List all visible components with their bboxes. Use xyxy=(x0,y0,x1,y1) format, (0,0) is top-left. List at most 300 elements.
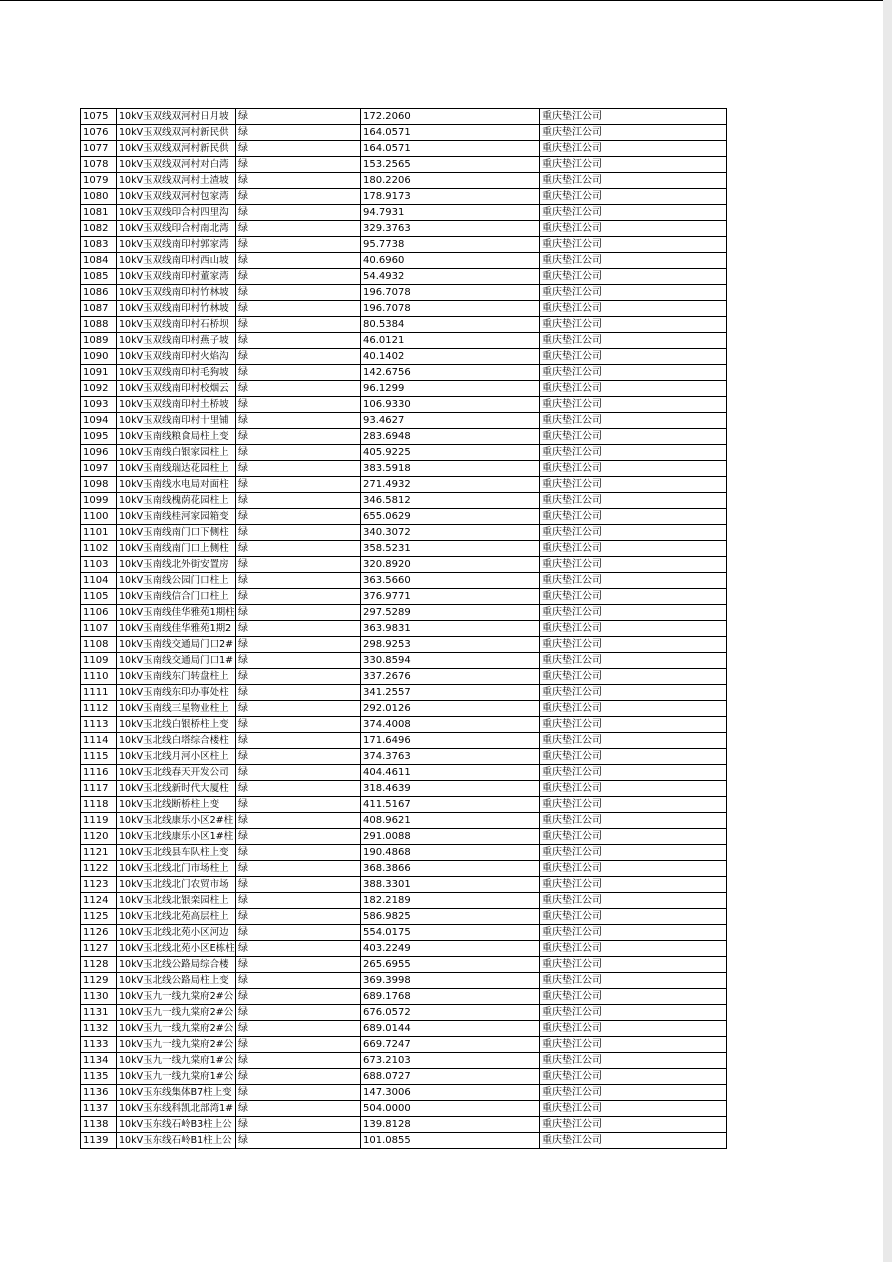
location-name-cell[interactable]: 10kV玉双线南印村土桥坡 xyxy=(117,397,236,413)
location-name-cell[interactable]: 10kV玉双线双河村新民供 xyxy=(117,141,236,157)
row-number-cell[interactable]: 1107 xyxy=(81,621,117,637)
row-number-cell[interactable]: 1130 xyxy=(81,989,117,1005)
category-cell[interactable]: 绿 xyxy=(236,525,361,541)
value-cell[interactable]: 95.7738 xyxy=(361,237,540,253)
value-cell[interactable]: 403.2249 xyxy=(361,941,540,957)
category-cell[interactable]: 绿 xyxy=(236,1053,361,1069)
company-cell[interactable]: 重庆垫江公司 xyxy=(540,125,727,141)
location-name-cell[interactable]: 10kV玉双线南印村十里铺 xyxy=(117,413,236,429)
value-cell[interactable]: 292.0126 xyxy=(361,701,540,717)
location-name-cell[interactable]: 10kV玉双线双河村土渣坡 xyxy=(117,173,236,189)
value-cell[interactable]: 374.3763 xyxy=(361,749,540,765)
location-name-cell[interactable]: 10kV玉东线科凯北部湾1# xyxy=(117,1101,236,1117)
value-cell[interactable]: 318.4639 xyxy=(361,781,540,797)
category-cell[interactable]: 绿 xyxy=(236,989,361,1005)
category-cell[interactable]: 绿 xyxy=(236,205,361,221)
value-cell[interactable]: 40.1402 xyxy=(361,349,540,365)
location-name-cell[interactable]: 10kV玉北线白塔综合楼柱 xyxy=(117,733,236,749)
location-name-cell[interactable]: 10kV玉南线槐荫花园柱上 xyxy=(117,493,236,509)
category-cell[interactable]: 绿 xyxy=(236,1117,361,1133)
location-name-cell[interactable]: 10kV玉双线双河村日月坡 xyxy=(117,109,236,125)
row-number-cell[interactable]: 1080 xyxy=(81,189,117,205)
category-cell[interactable]: 绿 xyxy=(236,461,361,477)
location-name-cell[interactable]: 10kV玉双线南印村董家湾 xyxy=(117,269,236,285)
location-name-cell[interactable]: 10kV玉北线县车队柱上变 xyxy=(117,845,236,861)
category-cell[interactable]: 绿 xyxy=(236,269,361,285)
value-cell[interactable]: 96.1299 xyxy=(361,381,540,397)
location-name-cell[interactable]: 10kV玉北线北苑高层柱上 xyxy=(117,909,236,925)
company-cell[interactable]: 重庆垫江公司 xyxy=(540,349,727,365)
value-cell[interactable]: 330.8594 xyxy=(361,653,540,669)
value-cell[interactable]: 363.5660 xyxy=(361,573,540,589)
row-number-cell[interactable]: 1132 xyxy=(81,1021,117,1037)
location-name-cell[interactable]: 10kV玉南线佳华雅苑1期2 xyxy=(117,621,236,637)
value-cell[interactable]: 147.3006 xyxy=(361,1085,540,1101)
category-cell[interactable]: 绿 xyxy=(236,957,361,973)
company-cell[interactable]: 重庆垫江公司 xyxy=(540,525,727,541)
location-name-cell[interactable]: 10kV玉北线北苑小区E栋柱 xyxy=(117,941,236,957)
category-cell[interactable]: 绿 xyxy=(236,477,361,493)
company-cell[interactable]: 重庆垫江公司 xyxy=(540,941,727,957)
value-cell[interactable]: 337.2676 xyxy=(361,669,540,685)
value-cell[interactable]: 405.9225 xyxy=(361,445,540,461)
row-number-cell[interactable]: 1112 xyxy=(81,701,117,717)
category-cell[interactable]: 绿 xyxy=(236,317,361,333)
row-number-cell[interactable]: 1091 xyxy=(81,365,117,381)
value-cell[interactable]: 164.0571 xyxy=(361,125,540,141)
category-cell[interactable]: 绿 xyxy=(236,173,361,189)
category-cell[interactable]: 绿 xyxy=(236,973,361,989)
category-cell[interactable]: 绿 xyxy=(236,621,361,637)
location-name-cell[interactable]: 10kV玉九一线九棠府2#公 xyxy=(117,1021,236,1037)
location-name-cell[interactable]: 10kV玉东线集体B7柱上变 xyxy=(117,1085,236,1101)
location-name-cell[interactable]: 10kV玉九一线九棠府1#公 xyxy=(117,1053,236,1069)
category-cell[interactable]: 绿 xyxy=(236,349,361,365)
location-name-cell[interactable]: 10kV玉南线交通局门口2# xyxy=(117,637,236,653)
row-number-cell[interactable]: 1114 xyxy=(81,733,117,749)
company-cell[interactable]: 重庆垫江公司 xyxy=(540,1133,727,1149)
company-cell[interactable]: 重庆垫江公司 xyxy=(540,685,727,701)
company-cell[interactable]: 重庆垫江公司 xyxy=(540,205,727,221)
location-name-cell[interactable]: 10kV玉九一线九棠府2#公 xyxy=(117,989,236,1005)
category-cell[interactable]: 绿 xyxy=(236,221,361,237)
company-cell[interactable]: 重庆垫江公司 xyxy=(540,893,727,909)
row-number-cell[interactable]: 1123 xyxy=(81,877,117,893)
company-cell[interactable]: 重庆垫江公司 xyxy=(540,925,727,941)
location-name-cell[interactable]: 10kV玉北线北苑小区河边 xyxy=(117,925,236,941)
company-cell[interactable]: 重庆垫江公司 xyxy=(540,109,727,125)
company-cell[interactable]: 重庆垫江公司 xyxy=(540,573,727,589)
row-number-cell[interactable]: 1085 xyxy=(81,269,117,285)
company-cell[interactable]: 重庆垫江公司 xyxy=(540,541,727,557)
value-cell[interactable]: 271.4932 xyxy=(361,477,540,493)
company-cell[interactable]: 重庆垫江公司 xyxy=(540,173,727,189)
company-cell[interactable]: 重庆垫江公司 xyxy=(540,253,727,269)
company-cell[interactable]: 重庆垫江公司 xyxy=(540,285,727,301)
row-number-cell[interactable]: 1129 xyxy=(81,973,117,989)
row-number-cell[interactable]: 1124 xyxy=(81,893,117,909)
category-cell[interactable]: 绿 xyxy=(236,877,361,893)
row-number-cell[interactable]: 1100 xyxy=(81,509,117,525)
location-name-cell[interactable]: 10kV玉东线石岭B3柱上公 xyxy=(117,1117,236,1133)
category-cell[interactable]: 绿 xyxy=(236,493,361,509)
category-cell[interactable]: 绿 xyxy=(236,893,361,909)
category-cell[interactable]: 绿 xyxy=(236,605,361,621)
location-name-cell[interactable]: 10kV玉九一线九棠府2#公 xyxy=(117,1005,236,1021)
category-cell[interactable]: 绿 xyxy=(236,429,361,445)
row-number-cell[interactable]: 1086 xyxy=(81,285,117,301)
value-cell[interactable]: 554.0175 xyxy=(361,925,540,941)
location-name-cell[interactable]: 10kV玉北线新时代大厦柱 xyxy=(117,781,236,797)
value-cell[interactable]: 383.5918 xyxy=(361,461,540,477)
location-name-cell[interactable]: 10kV玉南线南门口下侧柱 xyxy=(117,525,236,541)
value-cell[interactable]: 655.0629 xyxy=(361,509,540,525)
company-cell[interactable]: 重庆垫江公司 xyxy=(540,1053,727,1069)
company-cell[interactable]: 重庆垫江公司 xyxy=(540,797,727,813)
value-cell[interactable]: 669.7247 xyxy=(361,1037,540,1053)
company-cell[interactable]: 重庆垫江公司 xyxy=(540,477,727,493)
company-cell[interactable]: 重庆垫江公司 xyxy=(540,909,727,925)
category-cell[interactable]: 绿 xyxy=(236,1101,361,1117)
category-cell[interactable]: 绿 xyxy=(236,365,361,381)
value-cell[interactable]: 329.3763 xyxy=(361,221,540,237)
value-cell[interactable]: 94.7931 xyxy=(361,205,540,221)
location-name-cell[interactable]: 10kV玉南线白银家园柱上 xyxy=(117,445,236,461)
value-cell[interactable]: 291.0088 xyxy=(361,829,540,845)
row-number-cell[interactable]: 1092 xyxy=(81,381,117,397)
category-cell[interactable]: 绿 xyxy=(236,733,361,749)
category-cell[interactable]: 绿 xyxy=(236,669,361,685)
location-name-cell[interactable]: 10kV玉双线南印村竹林坡 xyxy=(117,301,236,317)
value-cell[interactable]: 180.2206 xyxy=(361,173,540,189)
category-cell[interactable]: 绿 xyxy=(236,253,361,269)
row-number-cell[interactable]: 1119 xyxy=(81,813,117,829)
company-cell[interactable]: 重庆垫江公司 xyxy=(540,1005,727,1021)
company-cell[interactable]: 重庆垫江公司 xyxy=(540,461,727,477)
location-name-cell[interactable]: 10kV玉双线双河村包家湾 xyxy=(117,189,236,205)
row-number-cell[interactable]: 1104 xyxy=(81,573,117,589)
row-number-cell[interactable]: 1088 xyxy=(81,317,117,333)
category-cell[interactable]: 绿 xyxy=(236,157,361,173)
value-cell[interactable]: 142.6756 xyxy=(361,365,540,381)
row-number-cell[interactable]: 1139 xyxy=(81,1133,117,1149)
row-number-cell[interactable]: 1102 xyxy=(81,541,117,557)
category-cell[interactable]: 绿 xyxy=(236,1037,361,1053)
company-cell[interactable]: 重庆垫江公司 xyxy=(540,733,727,749)
value-cell[interactable]: 689.0144 xyxy=(361,1021,540,1037)
category-cell[interactable]: 绿 xyxy=(236,1005,361,1021)
value-cell[interactable]: 196.7078 xyxy=(361,285,540,301)
location-name-cell[interactable]: 10kV玉东线石岭B1柱上公 xyxy=(117,1133,236,1149)
value-cell[interactable]: 368.3866 xyxy=(361,861,540,877)
company-cell[interactable]: 重庆垫江公司 xyxy=(540,493,727,509)
company-cell[interactable]: 重庆垫江公司 xyxy=(540,605,727,621)
company-cell[interactable]: 重庆垫江公司 xyxy=(540,589,727,605)
value-cell[interactable]: 408.9621 xyxy=(361,813,540,829)
category-cell[interactable]: 绿 xyxy=(236,925,361,941)
category-cell[interactable]: 绿 xyxy=(236,749,361,765)
location-name-cell[interactable]: 10kV玉双线印合村四里沟 xyxy=(117,205,236,221)
row-number-cell[interactable]: 1131 xyxy=(81,1005,117,1021)
location-name-cell[interactable]: 10kV玉北线北银栾园柱上 xyxy=(117,893,236,909)
value-cell[interactable]: 80.5384 xyxy=(361,317,540,333)
row-number-cell[interactable]: 1128 xyxy=(81,957,117,973)
value-cell[interactable]: 164.0571 xyxy=(361,141,540,157)
company-cell[interactable]: 重庆垫江公司 xyxy=(540,301,727,317)
row-number-cell[interactable]: 1101 xyxy=(81,525,117,541)
value-cell[interactable]: 673.2103 xyxy=(361,1053,540,1069)
location-name-cell[interactable]: 10kV玉北线春天开发公司 xyxy=(117,765,236,781)
row-number-cell[interactable]: 1108 xyxy=(81,637,117,653)
category-cell[interactable]: 绿 xyxy=(236,237,361,253)
company-cell[interactable]: 重庆垫江公司 xyxy=(540,397,727,413)
category-cell[interactable]: 绿 xyxy=(236,1021,361,1037)
location-name-cell[interactable]: 10kV玉北线月河小区柱上 xyxy=(117,749,236,765)
value-cell[interactable]: 376.9771 xyxy=(361,589,540,605)
category-cell[interactable]: 绿 xyxy=(236,829,361,845)
category-cell[interactable]: 绿 xyxy=(236,765,361,781)
value-cell[interactable]: 182.2189 xyxy=(361,893,540,909)
value-cell[interactable]: 676.0572 xyxy=(361,1005,540,1021)
category-cell[interactable]: 绿 xyxy=(236,845,361,861)
location-name-cell[interactable]: 10kV玉双线南印村火焰沟 xyxy=(117,349,236,365)
row-number-cell[interactable]: 1118 xyxy=(81,797,117,813)
category-cell[interactable]: 绿 xyxy=(236,573,361,589)
row-number-cell[interactable]: 1097 xyxy=(81,461,117,477)
value-cell[interactable]: 358.5231 xyxy=(361,541,540,557)
location-name-cell[interactable]: 10kV玉九一线九棠府2#公 xyxy=(117,1037,236,1053)
value-cell[interactable]: 340.3072 xyxy=(361,525,540,541)
category-cell[interactable]: 绿 xyxy=(236,125,361,141)
row-number-cell[interactable]: 1084 xyxy=(81,253,117,269)
row-number-cell[interactable]: 1096 xyxy=(81,445,117,461)
category-cell[interactable]: 绿 xyxy=(236,1133,361,1149)
value-cell[interactable]: 586.9825 xyxy=(361,909,540,925)
location-name-cell[interactable]: 10kV玉双线南印村竹林坡 xyxy=(117,285,236,301)
category-cell[interactable]: 绿 xyxy=(236,781,361,797)
category-cell[interactable]: 绿 xyxy=(236,909,361,925)
location-name-cell[interactable]: 10kV玉北线公路局柱上变 xyxy=(117,973,236,989)
row-number-cell[interactable]: 1135 xyxy=(81,1069,117,1085)
row-number-cell[interactable]: 1078 xyxy=(81,157,117,173)
company-cell[interactable]: 重庆垫江公司 xyxy=(540,221,727,237)
location-name-cell[interactable]: 10kV玉南线瑞达花园柱上 xyxy=(117,461,236,477)
row-number-cell[interactable]: 1110 xyxy=(81,669,117,685)
company-cell[interactable]: 重庆垫江公司 xyxy=(540,669,727,685)
location-name-cell[interactable]: 10kV玉北线康乐小区1#柱 xyxy=(117,829,236,845)
company-cell[interactable]: 重庆垫江公司 xyxy=(540,1101,727,1117)
company-cell[interactable]: 重庆垫江公司 xyxy=(540,509,727,525)
row-number-cell[interactable]: 1094 xyxy=(81,413,117,429)
value-cell[interactable]: 363.9831 xyxy=(361,621,540,637)
row-number-cell[interactable]: 1105 xyxy=(81,589,117,605)
company-cell[interactable]: 重庆垫江公司 xyxy=(540,973,727,989)
company-cell[interactable]: 重庆垫江公司 xyxy=(540,317,727,333)
location-name-cell[interactable]: 10kV玉双线南印村石桥坝 xyxy=(117,317,236,333)
value-cell[interactable]: 106.9330 xyxy=(361,397,540,413)
location-name-cell[interactable]: 10kV玉双线双河村对白湾 xyxy=(117,157,236,173)
company-cell[interactable]: 重庆垫江公司 xyxy=(540,445,727,461)
row-number-cell[interactable]: 1127 xyxy=(81,941,117,957)
company-cell[interactable]: 重庆垫江公司 xyxy=(540,717,727,733)
company-cell[interactable]: 重庆垫江公司 xyxy=(540,333,727,349)
category-cell[interactable]: 绿 xyxy=(236,301,361,317)
company-cell[interactable]: 重庆垫江公司 xyxy=(540,877,727,893)
value-cell[interactable]: 40.6960 xyxy=(361,253,540,269)
company-cell[interactable]: 重庆垫江公司 xyxy=(540,765,727,781)
location-name-cell[interactable]: 10kV玉双线南印村郭家湾 xyxy=(117,237,236,253)
company-cell[interactable]: 重庆垫江公司 xyxy=(540,429,727,445)
category-cell[interactable]: 绿 xyxy=(236,333,361,349)
row-number-cell[interactable]: 1121 xyxy=(81,845,117,861)
category-cell[interactable]: 绿 xyxy=(236,653,361,669)
row-number-cell[interactable]: 1111 xyxy=(81,685,117,701)
company-cell[interactable]: 重庆垫江公司 xyxy=(540,749,727,765)
row-number-cell[interactable]: 1082 xyxy=(81,221,117,237)
company-cell[interactable]: 重庆垫江公司 xyxy=(540,637,727,653)
location-name-cell[interactable]: 10kV玉南线桂河家园箱变 xyxy=(117,509,236,525)
row-number-cell[interactable]: 1122 xyxy=(81,861,117,877)
category-cell[interactable]: 绿 xyxy=(236,813,361,829)
category-cell[interactable]: 绿 xyxy=(236,381,361,397)
category-cell[interactable]: 绿 xyxy=(236,589,361,605)
category-cell[interactable]: 绿 xyxy=(236,701,361,717)
value-cell[interactable]: 196.7078 xyxy=(361,301,540,317)
company-cell[interactable]: 重庆垫江公司 xyxy=(540,989,727,1005)
value-cell[interactable]: 265.6955 xyxy=(361,957,540,973)
value-cell[interactable]: 46.0121 xyxy=(361,333,540,349)
location-name-cell[interactable]: 10kV玉南线东门转盘柱上 xyxy=(117,669,236,685)
row-number-cell[interactable]: 1113 xyxy=(81,717,117,733)
value-cell[interactable]: 171.6496 xyxy=(361,733,540,749)
row-number-cell[interactable]: 1116 xyxy=(81,765,117,781)
value-cell[interactable]: 54.4932 xyxy=(361,269,540,285)
company-cell[interactable]: 重庆垫江公司 xyxy=(540,1117,727,1133)
location-name-cell[interactable]: 10kV玉双线南印村校烟云 xyxy=(117,381,236,397)
location-name-cell[interactable]: 10kV玉南线公园门口柱上 xyxy=(117,573,236,589)
category-cell[interactable]: 绿 xyxy=(236,717,361,733)
value-cell[interactable]: 190.4868 xyxy=(361,845,540,861)
location-name-cell[interactable]: 10kV玉北线北门市场柱上 xyxy=(117,861,236,877)
location-name-cell[interactable]: 10kV玉双线南印村毛狗坡 xyxy=(117,365,236,381)
value-cell[interactable]: 93.4627 xyxy=(361,413,540,429)
company-cell[interactable]: 重庆垫江公司 xyxy=(540,1021,727,1037)
category-cell[interactable]: 绿 xyxy=(236,397,361,413)
row-number-cell[interactable]: 1083 xyxy=(81,237,117,253)
location-name-cell[interactable]: 10kV玉双线双河村新民供 xyxy=(117,125,236,141)
location-name-cell[interactable]: 10kV玉南线信合门口柱上 xyxy=(117,589,236,605)
value-cell[interactable]: 388.3301 xyxy=(361,877,540,893)
category-cell[interactable]: 绿 xyxy=(236,1069,361,1085)
row-number-cell[interactable]: 1076 xyxy=(81,125,117,141)
company-cell[interactable]: 重庆垫江公司 xyxy=(540,781,727,797)
row-number-cell[interactable]: 1109 xyxy=(81,653,117,669)
value-cell[interactable]: 341.2557 xyxy=(361,685,540,701)
value-cell[interactable]: 404.4611 xyxy=(361,765,540,781)
category-cell[interactable]: 绿 xyxy=(236,189,361,205)
location-name-cell[interactable]: 10kV玉北线康乐小区2#柱 xyxy=(117,813,236,829)
location-name-cell[interactable]: 10kV玉双线南印村西山坡 xyxy=(117,253,236,269)
category-cell[interactable]: 绿 xyxy=(236,141,361,157)
row-number-cell[interactable]: 1133 xyxy=(81,1037,117,1053)
location-name-cell[interactable]: 10kV玉南线粮食局柱上变 xyxy=(117,429,236,445)
row-number-cell[interactable]: 1120 xyxy=(81,829,117,845)
row-number-cell[interactable]: 1081 xyxy=(81,205,117,221)
category-cell[interactable]: 绿 xyxy=(236,445,361,461)
row-number-cell[interactable]: 1089 xyxy=(81,333,117,349)
location-name-cell[interactable]: 10kV玉双线印合村南北湾 xyxy=(117,221,236,237)
company-cell[interactable]: 重庆垫江公司 xyxy=(540,141,727,157)
location-name-cell[interactable]: 10kV玉北线断桥柱上变 xyxy=(117,797,236,813)
value-cell[interactable]: 688.0727 xyxy=(361,1069,540,1085)
location-name-cell[interactable]: 10kV玉南线南门口上侧柱 xyxy=(117,541,236,557)
company-cell[interactable]: 重庆垫江公司 xyxy=(540,621,727,637)
location-name-cell[interactable]: 10kV玉南线交通局门口1# xyxy=(117,653,236,669)
company-cell[interactable]: 重庆垫江公司 xyxy=(540,701,727,717)
location-name-cell[interactable]: 10kV玉南线北外街安置房 xyxy=(117,557,236,573)
company-cell[interactable]: 重庆垫江公司 xyxy=(540,1085,727,1101)
row-number-cell[interactable]: 1125 xyxy=(81,909,117,925)
location-name-cell[interactable]: 10kV玉南线水电局对面柱 xyxy=(117,477,236,493)
value-cell[interactable]: 178.9173 xyxy=(361,189,540,205)
row-number-cell[interactable]: 1090 xyxy=(81,349,117,365)
location-name-cell[interactable]: 10kV玉北线白银桥柱上变 xyxy=(117,717,236,733)
value-cell[interactable]: 320.8920 xyxy=(361,557,540,573)
row-number-cell[interactable]: 1099 xyxy=(81,493,117,509)
company-cell[interactable]: 重庆垫江公司 xyxy=(540,861,727,877)
category-cell[interactable]: 绿 xyxy=(236,413,361,429)
category-cell[interactable]: 绿 xyxy=(236,797,361,813)
location-name-cell[interactable]: 10kV玉南线东印办事处柱 xyxy=(117,685,236,701)
location-name-cell[interactable]: 10kV玉北线公路局综合楼 xyxy=(117,957,236,973)
company-cell[interactable]: 重庆垫江公司 xyxy=(540,189,727,205)
value-cell[interactable]: 298.9253 xyxy=(361,637,540,653)
category-cell[interactable]: 绿 xyxy=(236,285,361,301)
value-cell[interactable]: 172.2060 xyxy=(361,109,540,125)
value-cell[interactable]: 283.6948 xyxy=(361,429,540,445)
row-number-cell[interactable]: 1126 xyxy=(81,925,117,941)
category-cell[interactable]: 绿 xyxy=(236,541,361,557)
row-number-cell[interactable]: 1136 xyxy=(81,1085,117,1101)
row-number-cell[interactable]: 1098 xyxy=(81,477,117,493)
company-cell[interactable]: 重庆垫江公司 xyxy=(540,237,727,253)
value-cell[interactable]: 153.2565 xyxy=(361,157,540,173)
company-cell[interactable]: 重庆垫江公司 xyxy=(540,1037,727,1053)
company-cell[interactable]: 重庆垫江公司 xyxy=(540,845,727,861)
company-cell[interactable]: 重庆垫江公司 xyxy=(540,157,727,173)
company-cell[interactable]: 重庆垫江公司 xyxy=(540,269,727,285)
value-cell[interactable]: 139.8128 xyxy=(361,1117,540,1133)
row-number-cell[interactable]: 1115 xyxy=(81,749,117,765)
row-number-cell[interactable]: 1138 xyxy=(81,1117,117,1133)
value-cell[interactable]: 689.1768 xyxy=(361,989,540,1005)
value-cell[interactable]: 411.5167 xyxy=(361,797,540,813)
location-name-cell[interactable]: 10kV玉南线佳华雅苑1期柱 xyxy=(117,605,236,621)
company-cell[interactable]: 重庆垫江公司 xyxy=(540,957,727,973)
row-number-cell[interactable]: 1103 xyxy=(81,557,117,573)
value-cell[interactable]: 297.5289 xyxy=(361,605,540,621)
company-cell[interactable]: 重庆垫江公司 xyxy=(540,413,727,429)
category-cell[interactable]: 绿 xyxy=(236,109,361,125)
location-name-cell[interactable]: 10kV玉九一线九棠府1#公 xyxy=(117,1069,236,1085)
company-cell[interactable]: 重庆垫江公司 xyxy=(540,557,727,573)
category-cell[interactable]: 绿 xyxy=(236,685,361,701)
category-cell[interactable]: 绿 xyxy=(236,941,361,957)
value-cell[interactable]: 504.0000 xyxy=(361,1101,540,1117)
row-number-cell[interactable]: 1077 xyxy=(81,141,117,157)
row-number-cell[interactable]: 1079 xyxy=(81,173,117,189)
company-cell[interactable]: 重庆垫江公司 xyxy=(540,365,727,381)
